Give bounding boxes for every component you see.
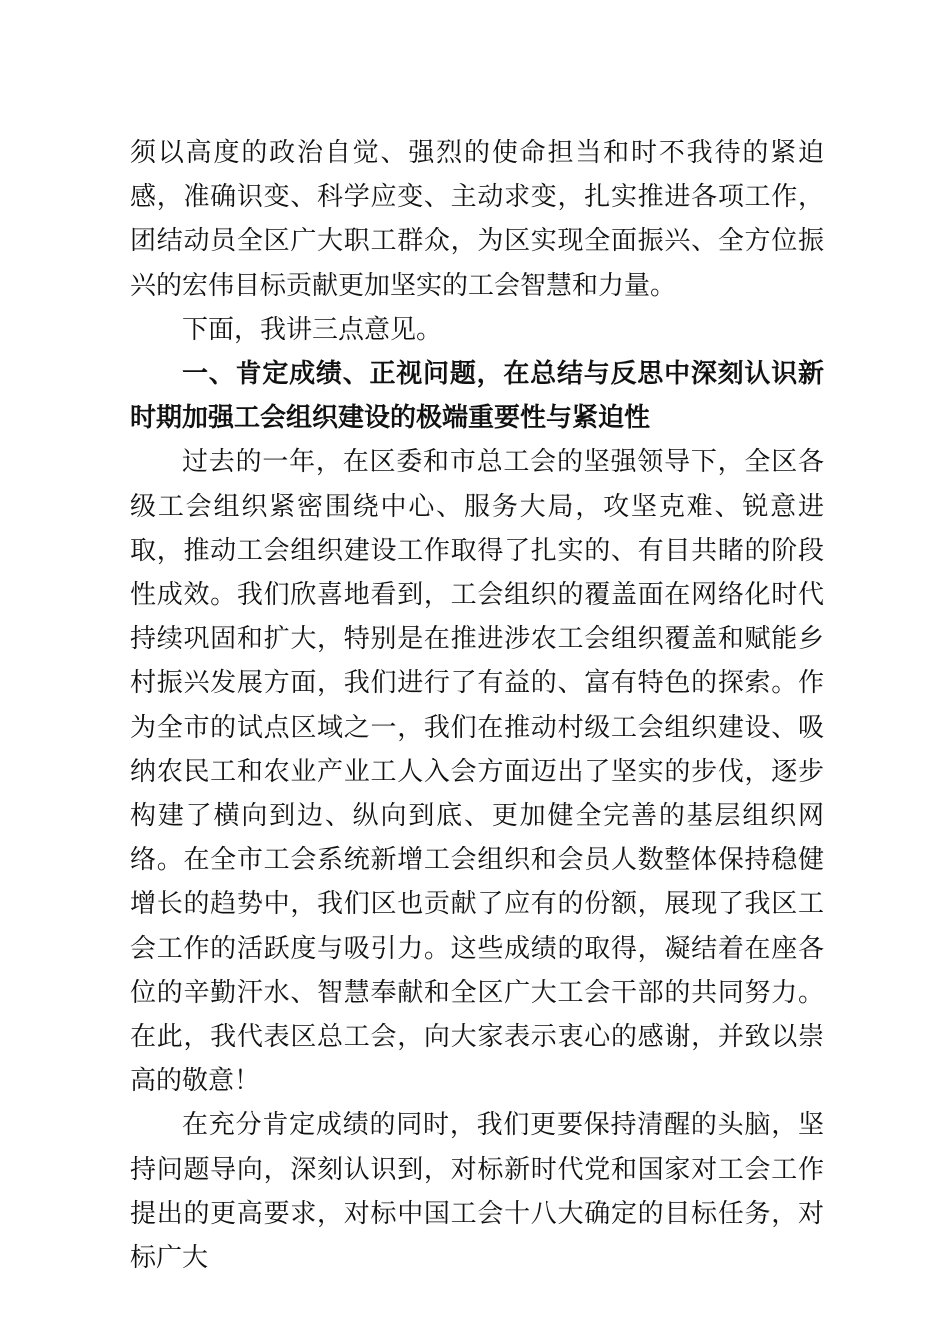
body-paragraph-continuation: 须以高度的政治自觉、强烈的使命担当和时不我待的紧迫感，准确识变、科学应变、主动求变，扎实推进各项工作，团结动员全区广大职工群众，为区实现全面振兴、全方位振兴的宏伟目标贡献更加坚实的工会智慧和力量。: [130, 138, 824, 301]
section-heading-one: 一、肯定成绩、正视问题，在总结与反思中深刻认识新时期加强工会组织建设的极端重要性与紧迫性: [130, 359, 824, 434]
body-paragraph-achievements: 过去的一年，在区委和市总工会的坚强领导下，全区各级工会组织紧密围绕中心、服务大局，攻坚克难、锐意进取，推动工会组织建设工作取得了扎实的、有目共睹的阶段性成效。我们欣喜地看到，工会组织的覆盖面在网络化时代持续巩固和扩大，特别是在推进涉农工会组织覆盖和赋能乡村振兴发展方面，我们进行了有益的、富有特色的探索。作为全市的试点区域之一，我们在推动村级工会组织建设、吸纳农民工和农业产业工人入会方面迈出了坚实的步伐，逐步构建了横向到边、纵向到底、更加健全完善的基层组织网络。在全市工会系统新增工会组织和会员人数整体保持稳健增长的趋势中，我们区也贡献了应有的份额，展现了我区工会工作的活跃度与吸引力。这些成绩的取得，凝结着在座各位的辛勤汗水、智慧奉献和全区广大工会干部的共同努力。在此，我代表区总工会，向大家表示衷心的感谢，并致以崇高的敬意！: [130, 447, 824, 1097]
document-page: [130, 131, 824, 1280]
body-paragraph-problems: 在充分肯定成绩的同时，我们更要保持清醒的头脑，坚持问题导向，深刻认识到，对标新时代党和国家对工会工作提出的更高要求，对标中国工会十八大确定的目标任务，对标广大: [130, 1110, 824, 1274]
body-paragraph-intro: 下面，我讲三点意见。: [182, 314, 443, 345]
